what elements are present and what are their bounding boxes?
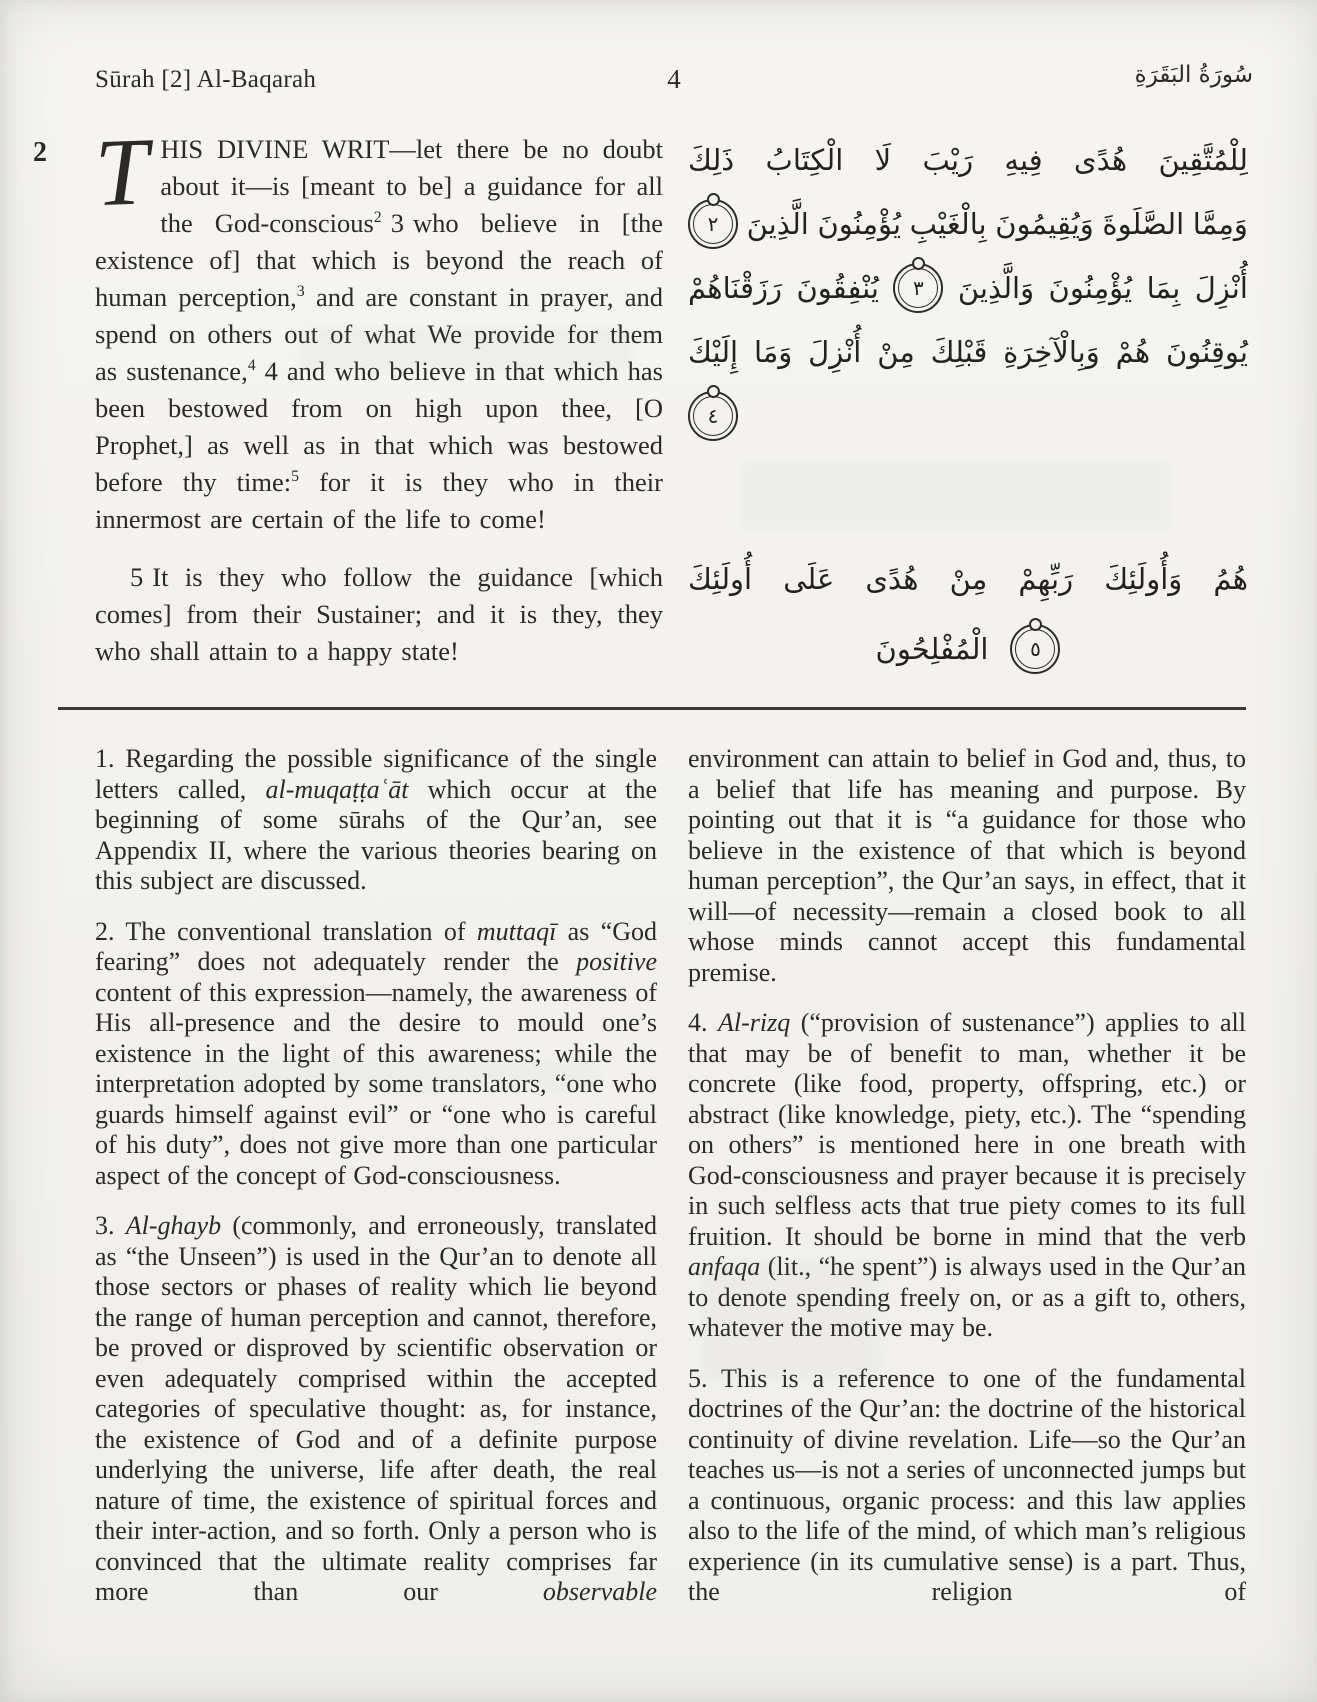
arabic-word: هُدًى (865, 562, 919, 596)
footnote-4: 4. Al-rizq (“provision of sustenance”) applies to all that may be of benefit to man, whether it be concrete (like food, property, offspring, etc.) or abstract (like knowledge, piety, etc.). The “spending on others” is mentioned here in one breath with God-consciousness and prayer because it is precisely in such selfless acts that true piety comes to its full fruition. It should be borne in mind that the verb anfaqa (lit., “he spent”) is always used in the Qur’an to denote spending freely on, or as a gift to, others, whatever the motive may be. (688, 1008, 1247, 1342)
footnote-reference: 3 (296, 283, 305, 301)
arabic-word: الْمُفْلِحُونَ (875, 632, 989, 666)
inline-verse-number: 5 (130, 562, 144, 592)
arabic-word: قَبْلِكَ (930, 335, 988, 369)
arabic-verse-line (688, 256, 1248, 320)
footnote-reference: 2 (373, 209, 382, 227)
page-bleed-through-artifact (180, 1060, 600, 1090)
footnote-reference: 4 (247, 357, 256, 375)
arabic-word: هُمْ (1115, 335, 1151, 369)
arabic-word: وَيُقِيمُونَ (995, 207, 1094, 241)
translation-column (93, 117, 663, 670)
footnote-divider-rule (58, 707, 1246, 710)
arabic-word: رَيْبَ (922, 143, 974, 177)
arabic-word: وَبِالْآخِرَةِ (1003, 335, 1100, 369)
arabic-word: بِمَا (1146, 271, 1181, 305)
verse-marker-ornament: ٥ (1010, 624, 1060, 674)
arabic-verse-line (688, 544, 1248, 614)
arabic-word: يُؤْمِنُونَ (1048, 271, 1133, 305)
margin-verse-number: 2 (33, 137, 47, 168)
translation-paragraph-2: 5 It is they who follow the guidance [which comes] from their Sustainer; and it is they, they who shall attain to a happy state! (95, 562, 663, 666)
page-number: 4 (667, 64, 681, 94)
arabic-word: هُدًى (1073, 143, 1128, 177)
footnote-reference: 5 (291, 468, 300, 486)
footnote-5: 5. This is a reference to one of the fundamental doctrines of the Qur’an: the doctrine of the historical continuity of divine revelation. Life—so the Qur’an teaches us—is not a series of unconnected jumps but a continuous, organic process: and this law applies also to the life of the mind, of which man’s religious experience (in its cumulative sense) is a part. Thus, the religion of (688, 1363, 1246, 1606)
page-bleed-through-artifact (300, 330, 630, 370)
arabic-verse-line (688, 192, 1248, 256)
verse-marker-ornament: ٢ (688, 199, 738, 249)
arabic-word: رَبِّهِمْ (1018, 562, 1074, 596)
page-header (95, 62, 1253, 96)
page-bleed-through-artifact (700, 1260, 880, 1380)
footnote-1: 1. Regarding the possible significance of the single letters called, al-muqaṭṭaʿāt which occur at the beginning of some sūrahs of the Qur’an, see Appendix II, where the various theories bearing on this subject are discussed. (95, 744, 657, 895)
arabic-word: مِنْ (877, 335, 915, 369)
footnote-3-part-2: environment can attain to belief in God and, thus, to a belief that life has meaning and purpose. By pointing out that it is “a guidance for those who believe in the existence of that which is beyond human perception”, the Qur’an says, in effect, that it will—of necessity—remain a closed book to all whose minds cannot accept this fundamental premise. (688, 744, 1246, 987)
footnote-2: 2. The conventional translation of muttaqī as “God fearing” does not adequately render the positive content of this expression—namely, the awareness of His all-presence and the desire to mould one’s existence in the light of this awareness; while the interpretation adopted by some translators, “one who guards himself against evil” or “one who is careful of his duty”, does not give more than one particular aspect of the concept of God-consciousness. (95, 916, 657, 1190)
arabic-word: أُنْزِلَ (1194, 271, 1248, 305)
footnotes-column-left (95, 744, 657, 1628)
surah-title-arabic: سُورَةُ البَقَرَةِ (1134, 62, 1253, 88)
arabic-word: وَأُولَئِكَ (1104, 562, 1183, 596)
arabic-word: بِالْغَيْبِ (909, 207, 987, 241)
arabic-word: الْكِتَابُ (765, 143, 844, 177)
arabic-word: رَزَقْنَاهُمْ (688, 271, 783, 305)
dropcap-initial: T (93, 117, 151, 227)
arabic-verse-5 (688, 544, 1248, 684)
inline-verse-number: 3 (390, 208, 404, 238)
verse-marker-ornament: ٣ (893, 263, 943, 313)
arabic-verse-line (688, 320, 1248, 384)
arabic-verse-line (688, 128, 1248, 192)
arabic-verses-2-4 (688, 128, 1248, 448)
verse-marker-ornament: ٤ (688, 391, 738, 441)
arabic-word: لَا (874, 143, 892, 177)
inline-verse-number: 4 (264, 356, 278, 386)
arabic-word: أُولَئِكَ (688, 562, 753, 596)
arabic-word: وَالَّذِينَ (957, 271, 1035, 305)
arabic-verse-line (688, 614, 1248, 684)
arabic-column (688, 128, 1248, 684)
arabic-word: هُمُ (1213, 562, 1248, 596)
footnote-3-part-1: 3. Al-ghayb (commonly, and erroneously, translated as “the Unseen”) is used in the Qur’an to denote all those sectors or phases of reality which lie beyond the range of human perception and cannot, therefore, be proved or disproved by scientific observation or even adequately comprised within the accepted categories of speculative thought: as, for instance, the existence of God and of a definite purpose underlying the universe, life after death, the real nature of time, the existence of spiritual forces and their inter-action, and so forth. Only a person who is convinced that the ultimate reality comprises far more than our observable (95, 1211, 658, 1606)
page-bleed-through-artifact (740, 460, 1170, 530)
arabic-word: الَّذِينَ (746, 207, 809, 241)
translation-paragraph-1-text: HIS DIVINE WRIT—let there be no doubt about it—is [meant to be] a guidance for all the God-conscious$^2$ 3 who believe in [the existence of] that which is beyond the reach of human perception,$^3$ and are constant in prayer, and spend on others out of what We provide for them as sustenance,$^4$ 4 and who believe in that which has been bestowed from on high upon thee, [O Prophet,] as well as in that which was bestowed before thy time:$^5$ for it is they who in their innermost are certain of the life to come! (95, 134, 663, 534)
arabic-word: الصَّلَوةَ (1102, 207, 1185, 241)
arabic-word: أُنْزِلَ (808, 335, 862, 369)
arabic-word: يُنْفِقُونَ (796, 271, 879, 305)
surah-title-latin: Sūrah [2] Al-Baqarah (95, 66, 317, 93)
footnotes-column-right (688, 744, 1246, 1628)
arabic-word: عَلَى (783, 562, 835, 596)
arabic-word: يُوقِنُونَ (1166, 335, 1248, 369)
arabic-word: فِيهِ (1004, 143, 1043, 177)
arabic-word: يُؤْمِنُونَ (817, 207, 902, 241)
arabic-word: مِنْ (949, 562, 988, 596)
arabic-word: لِلْمُتَّقِينَ (1158, 143, 1248, 177)
arabic-word: إِلَيْكَ (688, 335, 739, 369)
arabic-word: وَمِمَّا (1192, 207, 1248, 241)
arabic-word: وَمَا (753, 335, 793, 369)
arabic-verse-line (688, 384, 1248, 448)
arabic-word: ذَلِكَ (688, 143, 735, 177)
